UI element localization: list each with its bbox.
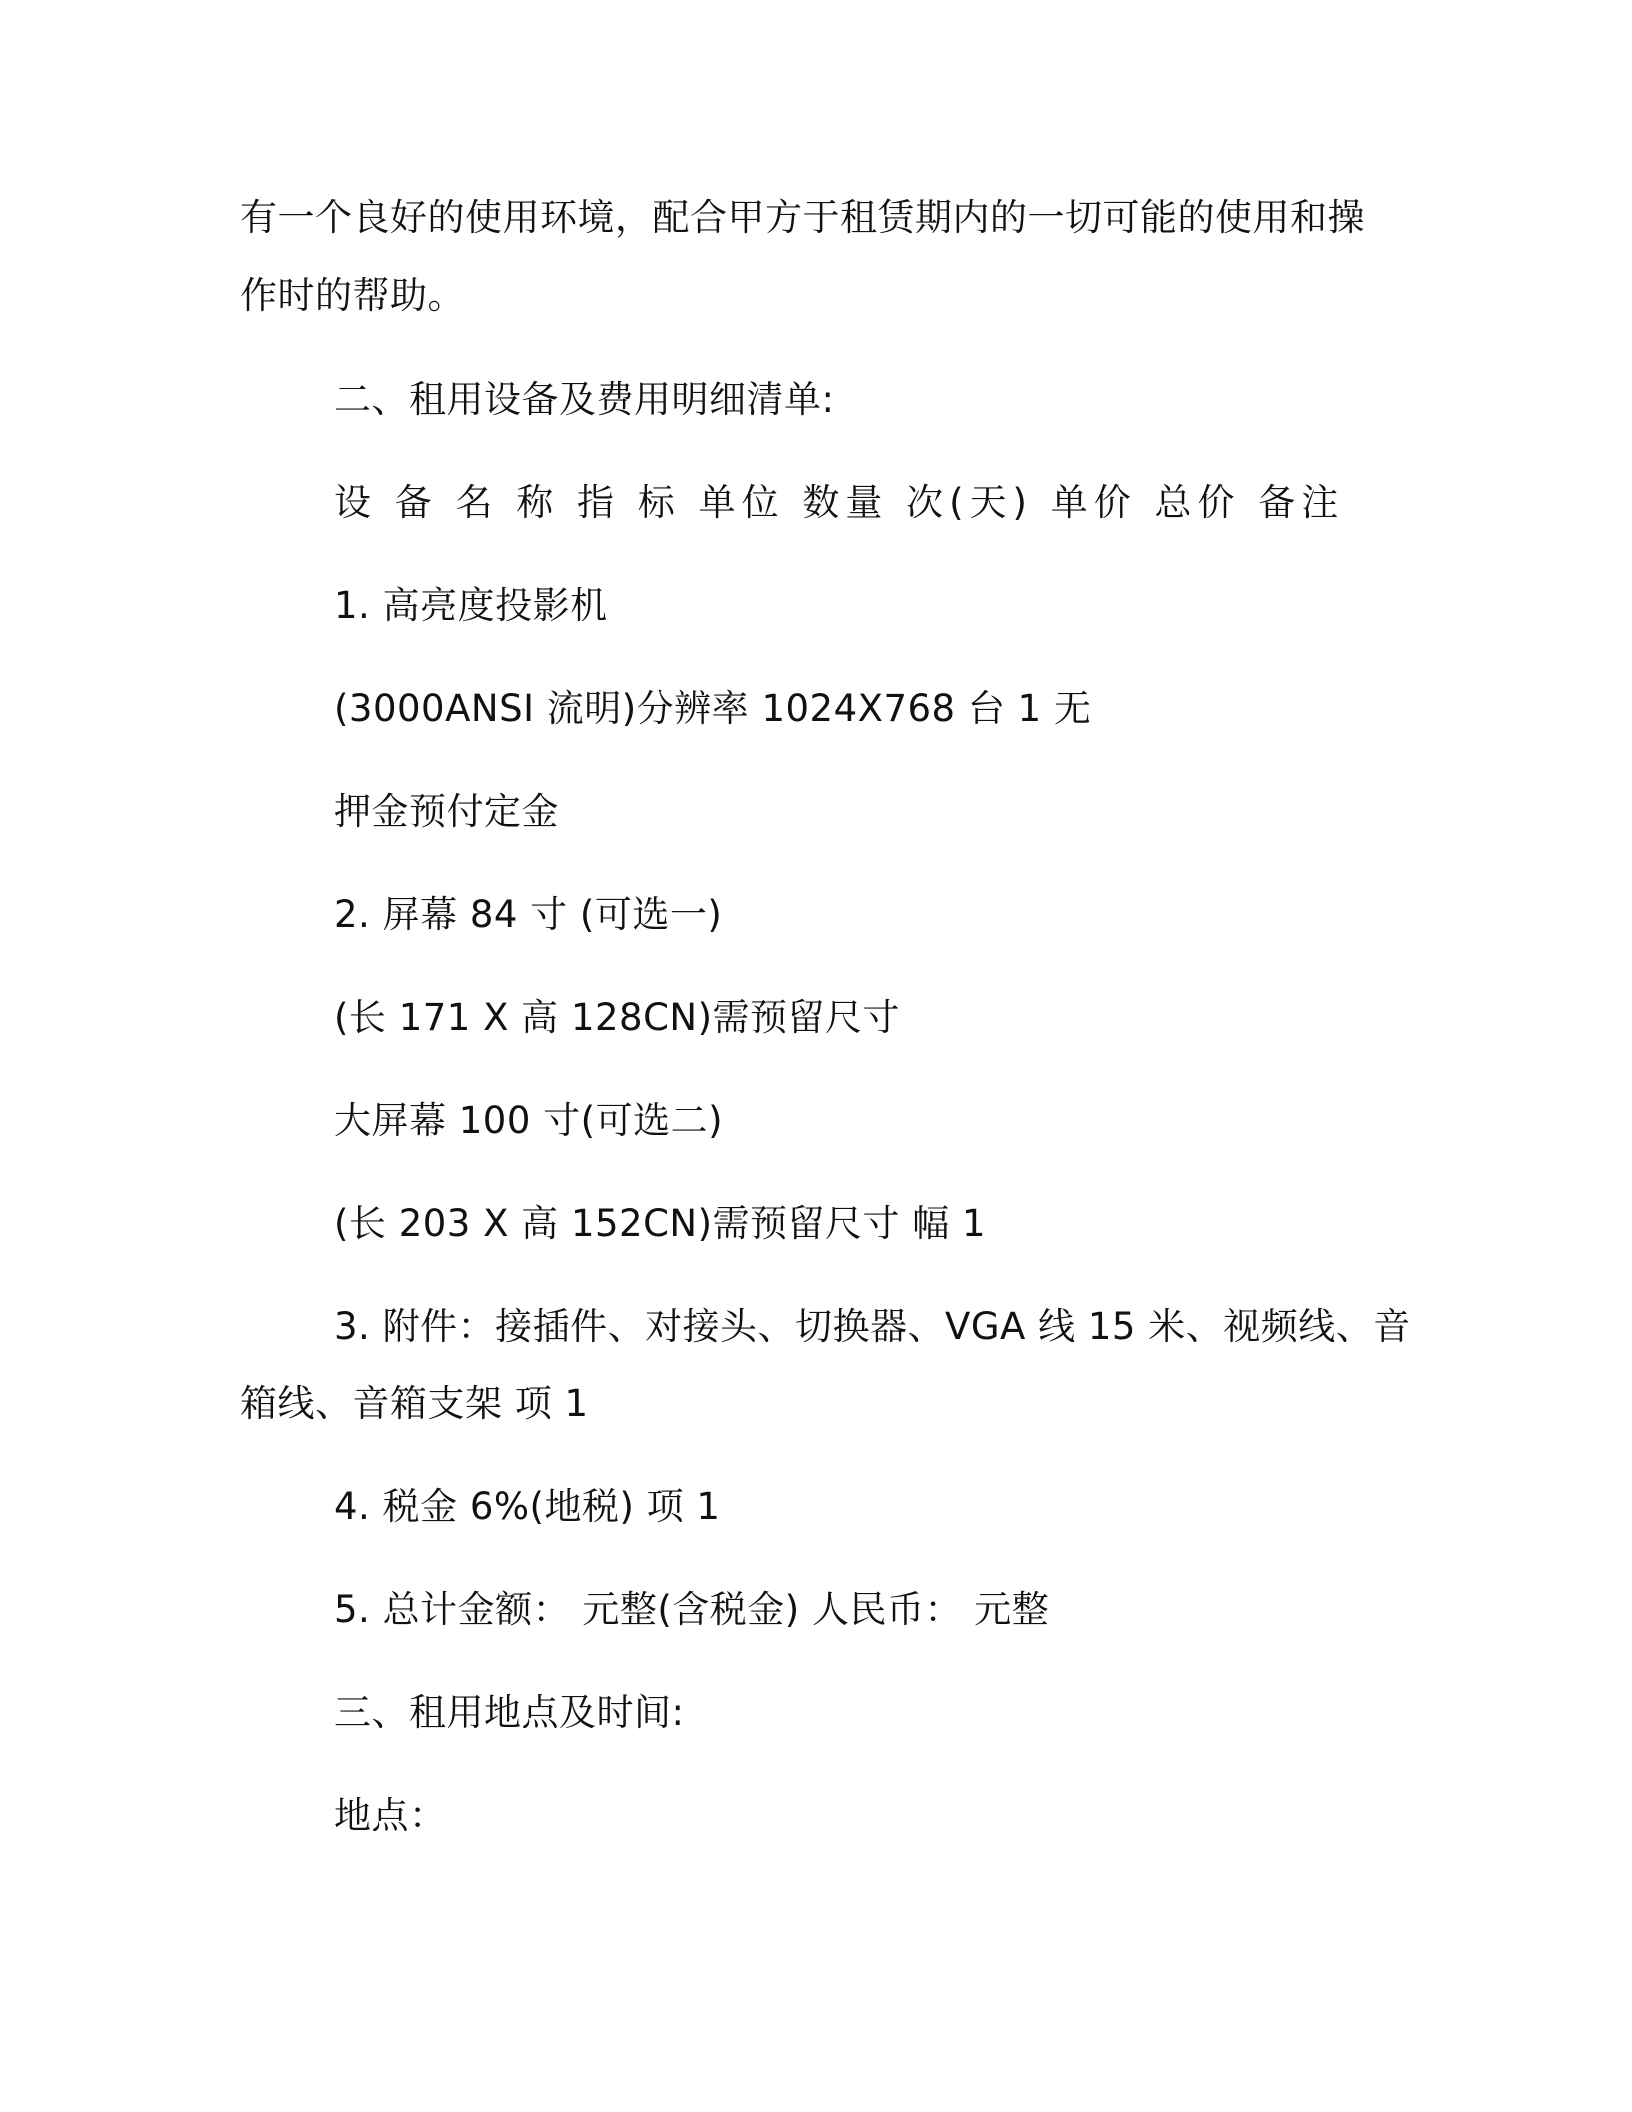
item-5-total: 5. 总计金额： 元整(含税金) 人民币： 元整 xyxy=(334,1588,1050,1631)
table-header-line: 设 备 名 称 指 标 单位 数量 次(天) 单价 总价 备注 xyxy=(334,481,1345,524)
item-1-title: 1. 高亮度投影机 xyxy=(334,584,608,627)
item-2-title: 2. 屏幕 84 寸 (可选一) xyxy=(334,893,723,936)
paragraph-line-continuation: 有一个良好的使用环境，配合甲方于租赁期内的一切可能的使用和操 xyxy=(240,196,1365,239)
section-heading-equipment-list: 二、租用设备及费用明细清单: xyxy=(334,378,835,421)
paragraph-line-continuation-end: 作时的帮助。 xyxy=(240,274,465,317)
item-3-accessories: 3. 附件：接插件、对接头、切换器、VGA 线 15 米、视频线、音 xyxy=(334,1305,1411,1348)
item-1-spec: (3000ANSI 流明)分辨率 1024X768 台 1 无 xyxy=(334,687,1092,730)
item-3-accessories-continued: 箱线、音箱支架 项 1 xyxy=(240,1382,589,1425)
item-2-alt-size: (长 203 X 高 152CN)需预留尺寸 幅 1 xyxy=(334,1202,987,1245)
section-heading-location-time: 三、租用地点及时间: xyxy=(334,1691,685,1734)
item-4-tax: 4. 税金 6%(地税) 项 1 xyxy=(334,1485,721,1528)
location-label: 地点： xyxy=(334,1794,447,1837)
item-2-size: (长 171 X 高 128CN)需预留尺寸 xyxy=(334,996,901,1039)
item-1-deposit-note: 押金预付定金 xyxy=(334,790,559,833)
item-2-alt-title: 大屏幕 100 寸(可选二) xyxy=(334,1099,724,1142)
